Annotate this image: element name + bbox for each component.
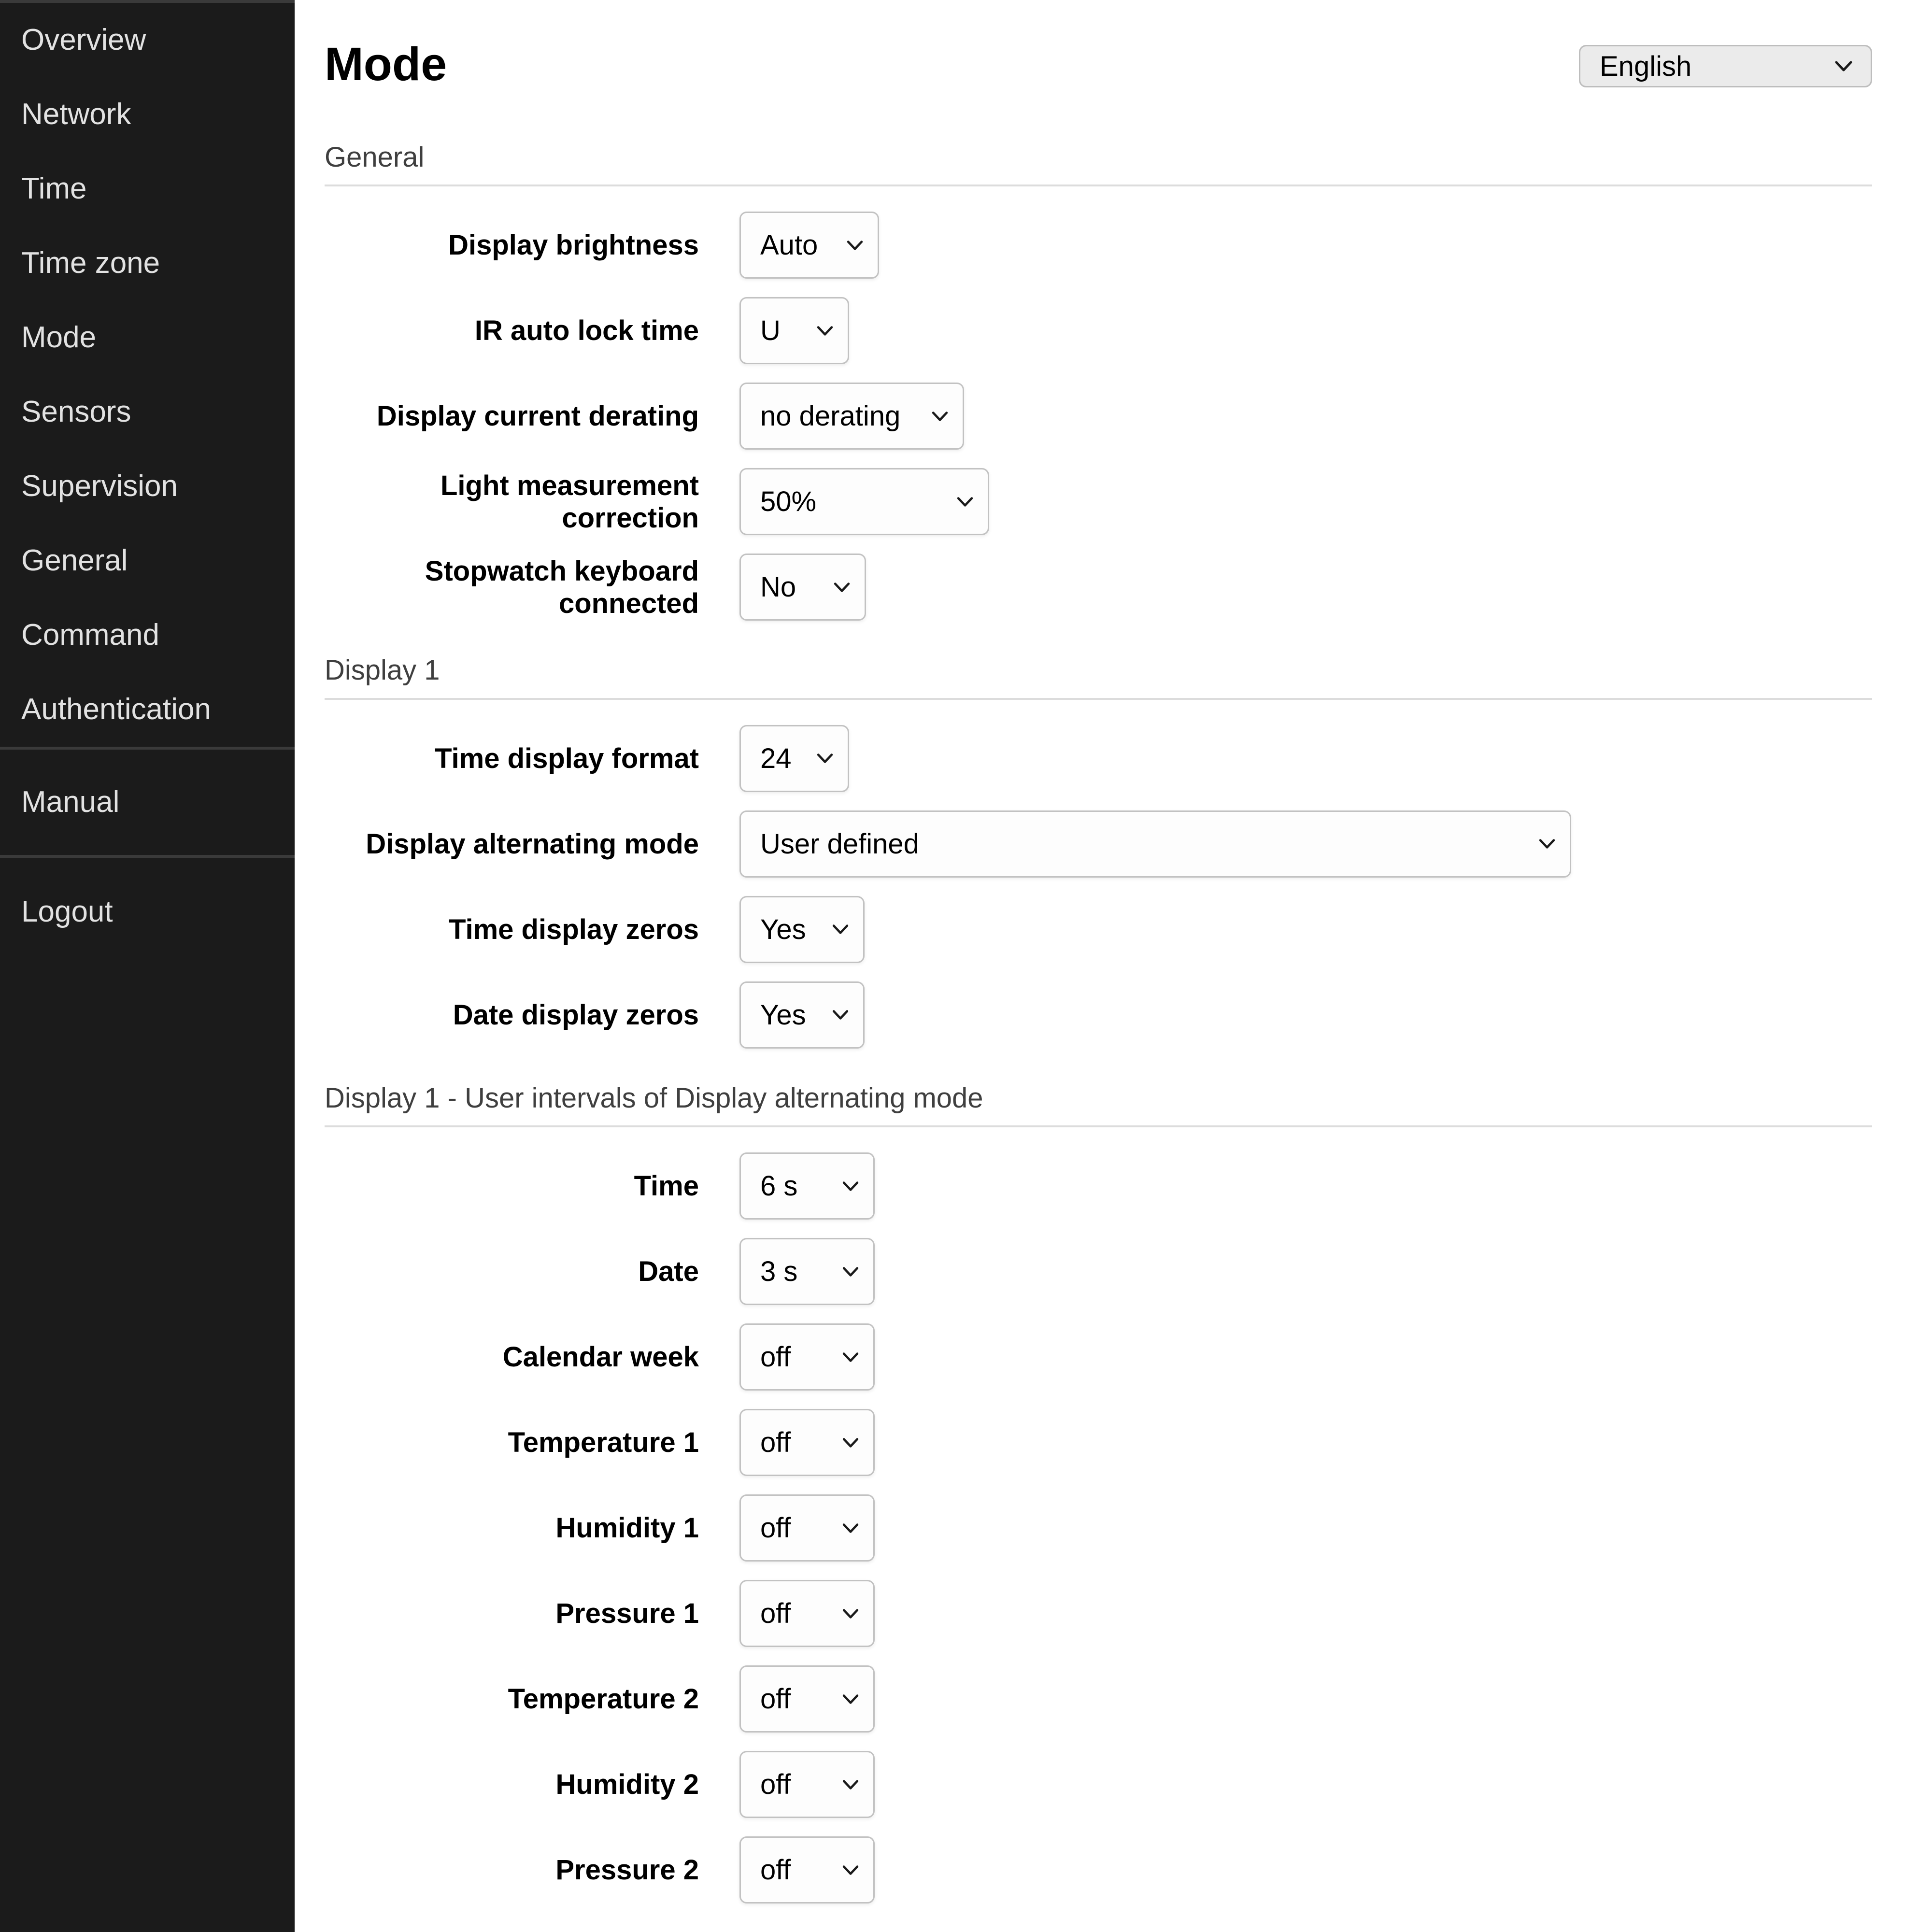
select-value: off xyxy=(760,1341,791,1373)
chevron-down-icon xyxy=(841,1522,860,1534)
section-rule xyxy=(325,698,1872,700)
sidebar xyxy=(0,0,295,1932)
sidebar-item-command[interactable]: Command xyxy=(21,618,159,652)
sidebar-item-time-zone[interactable]: Time zone xyxy=(21,246,160,280)
chevron-down-icon xyxy=(816,325,834,337)
select-value: off xyxy=(760,1598,791,1630)
form-row xyxy=(325,1665,1872,1733)
display-current-derating-label: Display current derating xyxy=(376,400,699,432)
display-current-derating-select[interactable] xyxy=(739,383,964,450)
select-value: No xyxy=(760,571,796,603)
section-title-general: General xyxy=(325,141,425,173)
form-row xyxy=(325,212,1872,279)
pressure-2-label: Pressure 2 xyxy=(555,1854,699,1886)
time-display-format-select[interactable] xyxy=(739,725,849,792)
chevron-down-icon xyxy=(833,582,851,593)
form-row xyxy=(325,725,1872,792)
select-value: Auto xyxy=(760,229,818,261)
select-value: 24 xyxy=(760,742,792,774)
display-brightness-select[interactable] xyxy=(739,212,879,279)
time-display-format-label: Time display format xyxy=(435,742,699,774)
temperature-1-label: Temperature 1 xyxy=(508,1427,699,1459)
sidebar-item-general[interactable]: General xyxy=(21,544,128,577)
ir-auto-lock-time-label: IR auto lock time xyxy=(474,315,699,347)
calendar-week-select[interactable] xyxy=(739,1323,875,1391)
select-value: off xyxy=(760,1769,791,1801)
sidebar-item-logout[interactable]: Logout xyxy=(21,895,113,928)
chevron-down-icon xyxy=(841,1180,860,1192)
chevron-down-icon xyxy=(846,240,864,251)
select-value: Yes xyxy=(760,999,806,1031)
select-value: User defined xyxy=(760,828,919,860)
select-value: off xyxy=(760,1427,791,1459)
interval-time-label: Time xyxy=(634,1170,699,1202)
stopwatch-keyboard-connected-label: Stopwatch keyboard connected xyxy=(425,555,699,619)
display-alternating-mode-select[interactable] xyxy=(739,810,1571,878)
temperature-1-select[interactable] xyxy=(739,1409,875,1476)
humidity-1-select[interactable] xyxy=(739,1494,875,1562)
time-display-zeros-label: Time display zeros xyxy=(449,913,699,945)
chevron-down-icon xyxy=(841,1437,860,1449)
main-content xyxy=(295,0,1932,1932)
interval-time-select[interactable] xyxy=(739,1152,875,1220)
ir-auto-lock-time-select[interactable] xyxy=(739,297,849,364)
section-rule xyxy=(325,185,1872,186)
temperature-2-select[interactable] xyxy=(739,1665,875,1733)
select-value: 6 s xyxy=(760,1170,798,1202)
chevron-down-icon xyxy=(841,1779,860,1790)
chevron-down-icon xyxy=(931,411,949,422)
language-select-value: English xyxy=(1600,50,1692,82)
select-value: off xyxy=(760,1512,791,1544)
form-row xyxy=(325,383,1872,450)
form-row xyxy=(325,1751,1872,1818)
chevron-down-icon xyxy=(831,923,850,935)
humidity-2-select[interactable] xyxy=(739,1751,875,1818)
sidebar-item-manual[interactable]: Manual xyxy=(21,785,120,819)
chevron-down-icon xyxy=(841,1693,860,1705)
stopwatch-keyboard-connected-select[interactable] xyxy=(739,554,866,621)
interval-date-label: Date xyxy=(638,1256,699,1288)
form-row xyxy=(325,554,1872,621)
form-row xyxy=(325,896,1872,963)
calendar-week-label: Calendar week xyxy=(502,1341,699,1373)
display-alternating-mode-label: Display alternating mode xyxy=(366,828,699,860)
form-row xyxy=(325,468,1872,535)
select-value: 50% xyxy=(760,486,817,518)
light-measurement-correction-select[interactable] xyxy=(739,468,989,535)
chevron-down-icon xyxy=(956,496,974,508)
humidity-2-label: Humidity 2 xyxy=(555,1769,699,1801)
time-display-zeros-select[interactable] xyxy=(739,896,865,963)
chevron-down-icon xyxy=(1834,60,1853,72)
form-row xyxy=(325,1494,1872,1562)
pressure-1-label: Pressure 1 xyxy=(555,1598,699,1630)
form-row xyxy=(325,810,1872,878)
form-row xyxy=(325,1836,1872,1904)
sidebar-item-overview[interactable]: Overview xyxy=(21,23,146,57)
chevron-down-icon xyxy=(841,1351,860,1363)
section-title-display-1: Display 1 xyxy=(325,654,440,686)
chevron-down-icon xyxy=(841,1608,860,1619)
form-row xyxy=(325,981,1872,1049)
temperature-2-label: Temperature 2 xyxy=(508,1683,699,1715)
date-display-zeros-select[interactable] xyxy=(739,981,865,1049)
select-value: Yes xyxy=(760,913,806,945)
sidebar-item-mode[interactable]: Mode xyxy=(21,321,97,354)
sidebar-item-supervision[interactable]: Supervision xyxy=(21,469,178,503)
interval-date-select[interactable] xyxy=(739,1238,875,1305)
humidity-1-label: Humidity 1 xyxy=(555,1512,699,1544)
chevron-down-icon xyxy=(841,1864,860,1876)
date-display-zeros-label: Date display zeros xyxy=(453,999,699,1031)
form-row xyxy=(325,1152,1872,1220)
select-value: off xyxy=(760,1683,791,1715)
select-value: U xyxy=(760,315,781,347)
chevron-down-icon xyxy=(1538,838,1556,850)
form-row xyxy=(325,297,1872,364)
light-measurement-correction-label: Light measurement correction xyxy=(440,469,699,534)
chevron-down-icon xyxy=(841,1266,860,1278)
language-select[interactable] xyxy=(1579,45,1872,87)
sidebar-item-sensors[interactable]: Sensors xyxy=(21,395,131,428)
sidebar-item-authentication[interactable]: Authentication xyxy=(21,693,211,726)
display-brightness-label: Display brightness xyxy=(448,229,699,261)
section-rule xyxy=(325,1125,1872,1127)
form-row xyxy=(325,1409,1872,1476)
select-value: off xyxy=(760,1854,791,1886)
form-row xyxy=(325,1238,1872,1305)
pressure-1-select[interactable] xyxy=(739,1580,875,1647)
select-value: no derating xyxy=(760,400,901,432)
section-title-user-intervals: Display 1 - User intervals of Display alternating mode xyxy=(325,1082,983,1114)
form-row xyxy=(325,1323,1872,1391)
sidebar-item-time[interactable]: Time xyxy=(21,172,87,205)
pressure-2-select[interactable] xyxy=(739,1836,875,1904)
select-value: 3 s xyxy=(760,1256,798,1288)
sidebar-item-network[interactable]: Network xyxy=(21,98,131,131)
form-row xyxy=(325,1580,1872,1647)
chevron-down-icon xyxy=(831,1009,850,1021)
page-title: Mode xyxy=(325,38,447,90)
chevron-down-icon xyxy=(816,753,834,764)
